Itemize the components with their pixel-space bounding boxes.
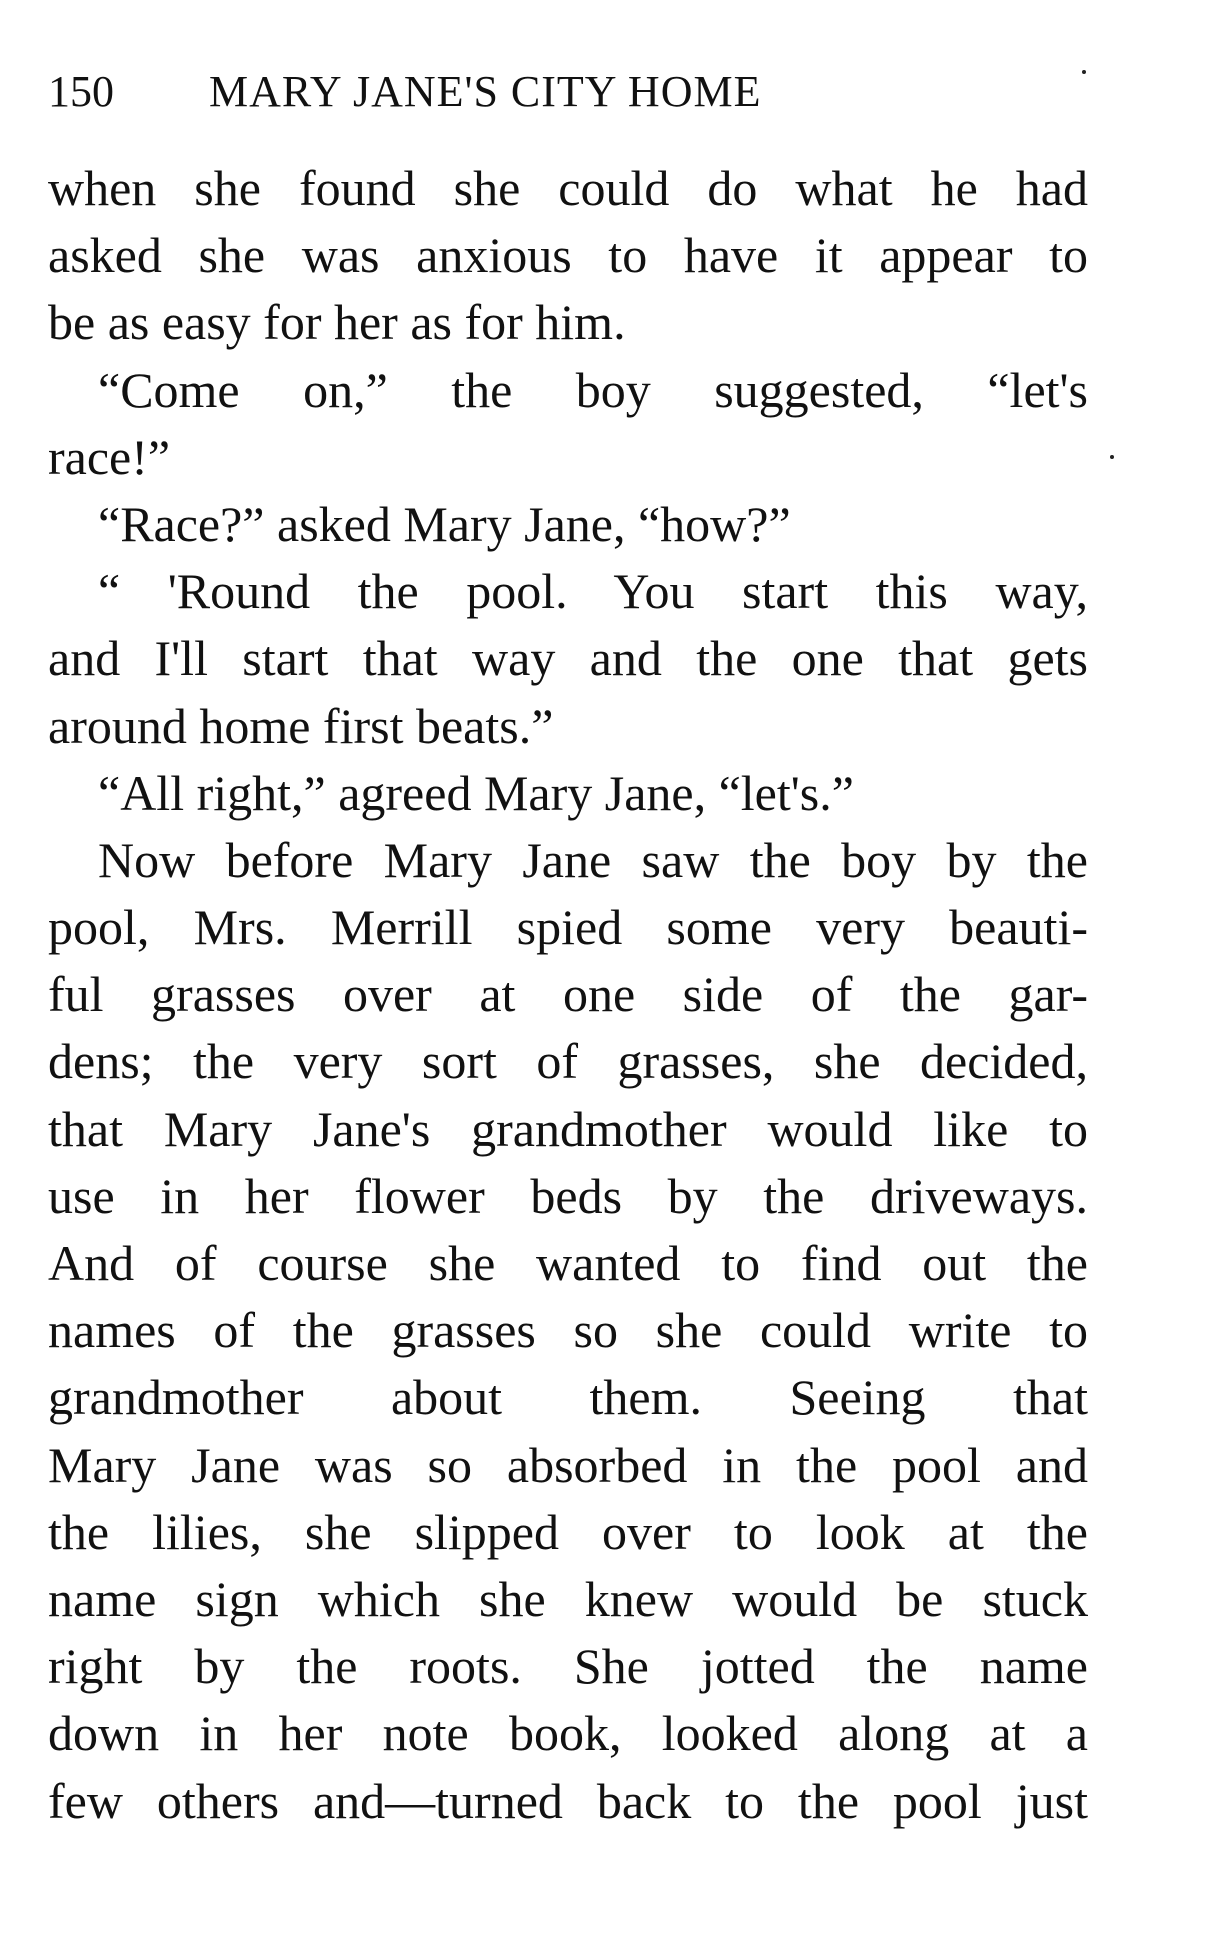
text-line: Mary Jane was so absorbed in the pool and	[48, 1436, 1088, 1493]
text-line: be as easy for her as for him.	[48, 294, 626, 351]
text-line: right by the roots. She jotted the name	[48, 1638, 1088, 1695]
text-line: name sign which she knew would be stuck	[48, 1570, 1088, 1627]
text-line: names of the grasses so she could write to	[48, 1302, 1088, 1359]
text-line: and I'll start that way and the one that gets	[48, 630, 1088, 687]
text-line: grandmother about them. Seeing that	[48, 1369, 1088, 1426]
text-line: “Race?” asked Mary Jane, “how?”	[98, 495, 791, 552]
print-speck	[1082, 70, 1086, 74]
print-speck	[1110, 455, 1114, 459]
text-line: around home first beats.”	[48, 697, 554, 754]
text-line: dens; the very sort of grasses, she decided,	[48, 1033, 1088, 1090]
text-line: ful grasses over at one side of the gar-	[48, 966, 1088, 1023]
page-number: 150	[48, 67, 114, 116]
text-line: pool, Mrs. Merrill spied some very beauti-	[48, 899, 1088, 956]
text-line: “Come on,” the boy suggested, “let's	[98, 361, 1088, 418]
text-line: And of course she wanted to find out the	[48, 1235, 1088, 1291]
text-line: use in her flower beds by the driveways.	[48, 1167, 1088, 1224]
running-head	[48, 62, 1088, 122]
body-text	[48, 155, 1088, 1835]
text-line: that Mary Jane's grandmother would like to	[48, 1100, 1088, 1157]
running-title: MARY JANE'S CITY HOME	[209, 67, 762, 116]
text-line: race!”	[48, 428, 171, 485]
text-line: the lilies, she slipped over to look at the	[48, 1503, 1088, 1560]
text-line: asked she was anxious to have it appear to	[48, 227, 1088, 284]
text-line: Now before Mary Jane saw the boy by the	[98, 831, 1088, 888]
text-line: “ 'Round the pool. You start this way,	[98, 563, 1088, 620]
text-line: few others and—turned back to the pool just	[48, 1772, 1088, 1829]
text-line: when she found she could do what he had	[48, 160, 1088, 216]
text-line: “All right,” agreed Mary Jane, “let's.”	[98, 764, 854, 821]
text-line: down in her note book, looked along at a	[48, 1705, 1088, 1762]
